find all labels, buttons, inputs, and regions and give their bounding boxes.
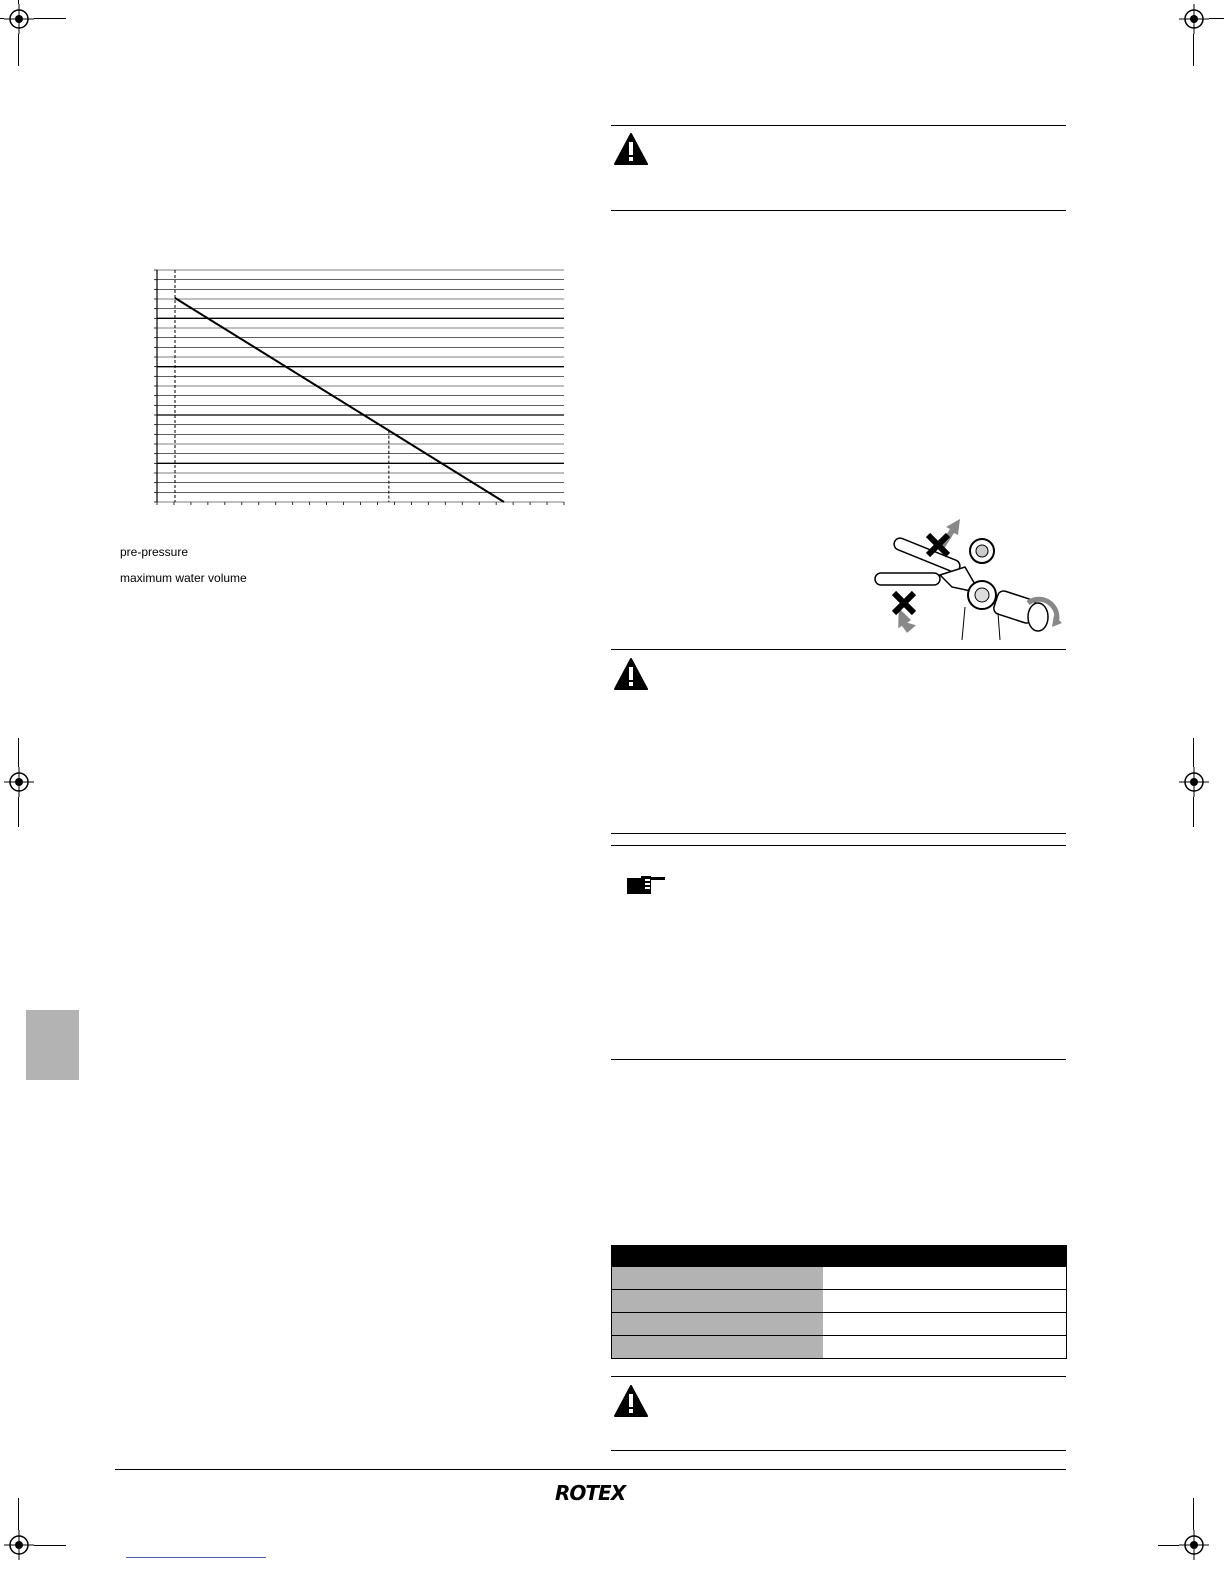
registration-mark-top-left <box>4 4 34 34</box>
crop-line <box>18 1498 19 1530</box>
crop-line <box>1193 797 1194 827</box>
crop-line <box>1193 1498 1194 1530</box>
crop-line <box>18 797 19 827</box>
crop-line <box>1158 1545 1179 1546</box>
legend-pre-pressure: pre-pressure <box>120 545 189 559</box>
crop-line <box>1193 738 1194 767</box>
registration-mark-bottom-right <box>1179 1530 1209 1560</box>
table-header-cell <box>823 1246 1067 1267</box>
crop-line <box>1193 34 1194 66</box>
section-tab-marker <box>26 1010 79 1080</box>
table-value-cell <box>823 1290 1067 1313</box>
divider <box>611 649 1066 650</box>
table-value-cell <box>823 1267 1067 1290</box>
wrench-illustration <box>870 515 1065 640</box>
divider <box>611 210 1066 211</box>
warning-triangle-icon <box>613 132 649 166</box>
table-row <box>612 1267 1067 1290</box>
divider <box>611 1059 1066 1060</box>
pressure-volume-chart <box>150 262 570 512</box>
warning-triangle-icon <box>613 1384 649 1418</box>
divider <box>611 1376 1066 1377</box>
crop-line <box>34 18 66 19</box>
crop-line <box>1209 18 1224 19</box>
table-header-cell <box>612 1246 823 1267</box>
crop-line <box>34 1545 66 1546</box>
table-header-row <box>612 1246 1067 1267</box>
crop-line <box>0 18 4 19</box>
table-row <box>612 1313 1067 1336</box>
table-value-cell <box>823 1313 1067 1336</box>
crop-line <box>18 738 19 767</box>
brand-logo: ROTEX <box>555 1481 626 1505</box>
registration-mark-mid-right <box>1179 767 1209 797</box>
crop-line <box>18 0 19 4</box>
table-label-cell <box>612 1313 823 1336</box>
divider <box>611 845 1066 846</box>
legend-max-water-volume: maximum water volume <box>120 571 247 585</box>
divider <box>611 833 1066 834</box>
table-row <box>612 1290 1067 1313</box>
table-row <box>612 1336 1067 1359</box>
divider <box>611 125 1066 126</box>
registration-mark-bottom-left <box>4 1530 34 1560</box>
table-label-cell <box>612 1336 823 1359</box>
pointing-hand-note-icon <box>625 872 667 896</box>
spec-table <box>611 1245 1067 1359</box>
footer-link-underline <box>126 1557 266 1558</box>
chart-series-line <box>175 298 504 502</box>
table-label-cell <box>612 1290 823 1313</box>
divider <box>611 1450 1066 1451</box>
registration-mark-top-right <box>1179 4 1209 34</box>
footer-rule <box>115 1469 1066 1470</box>
registration-mark-mid-left <box>4 767 34 797</box>
table-value-cell <box>823 1336 1067 1359</box>
warning-triangle-icon <box>613 657 649 691</box>
table-label-cell <box>612 1267 823 1290</box>
crop-line <box>18 34 19 66</box>
